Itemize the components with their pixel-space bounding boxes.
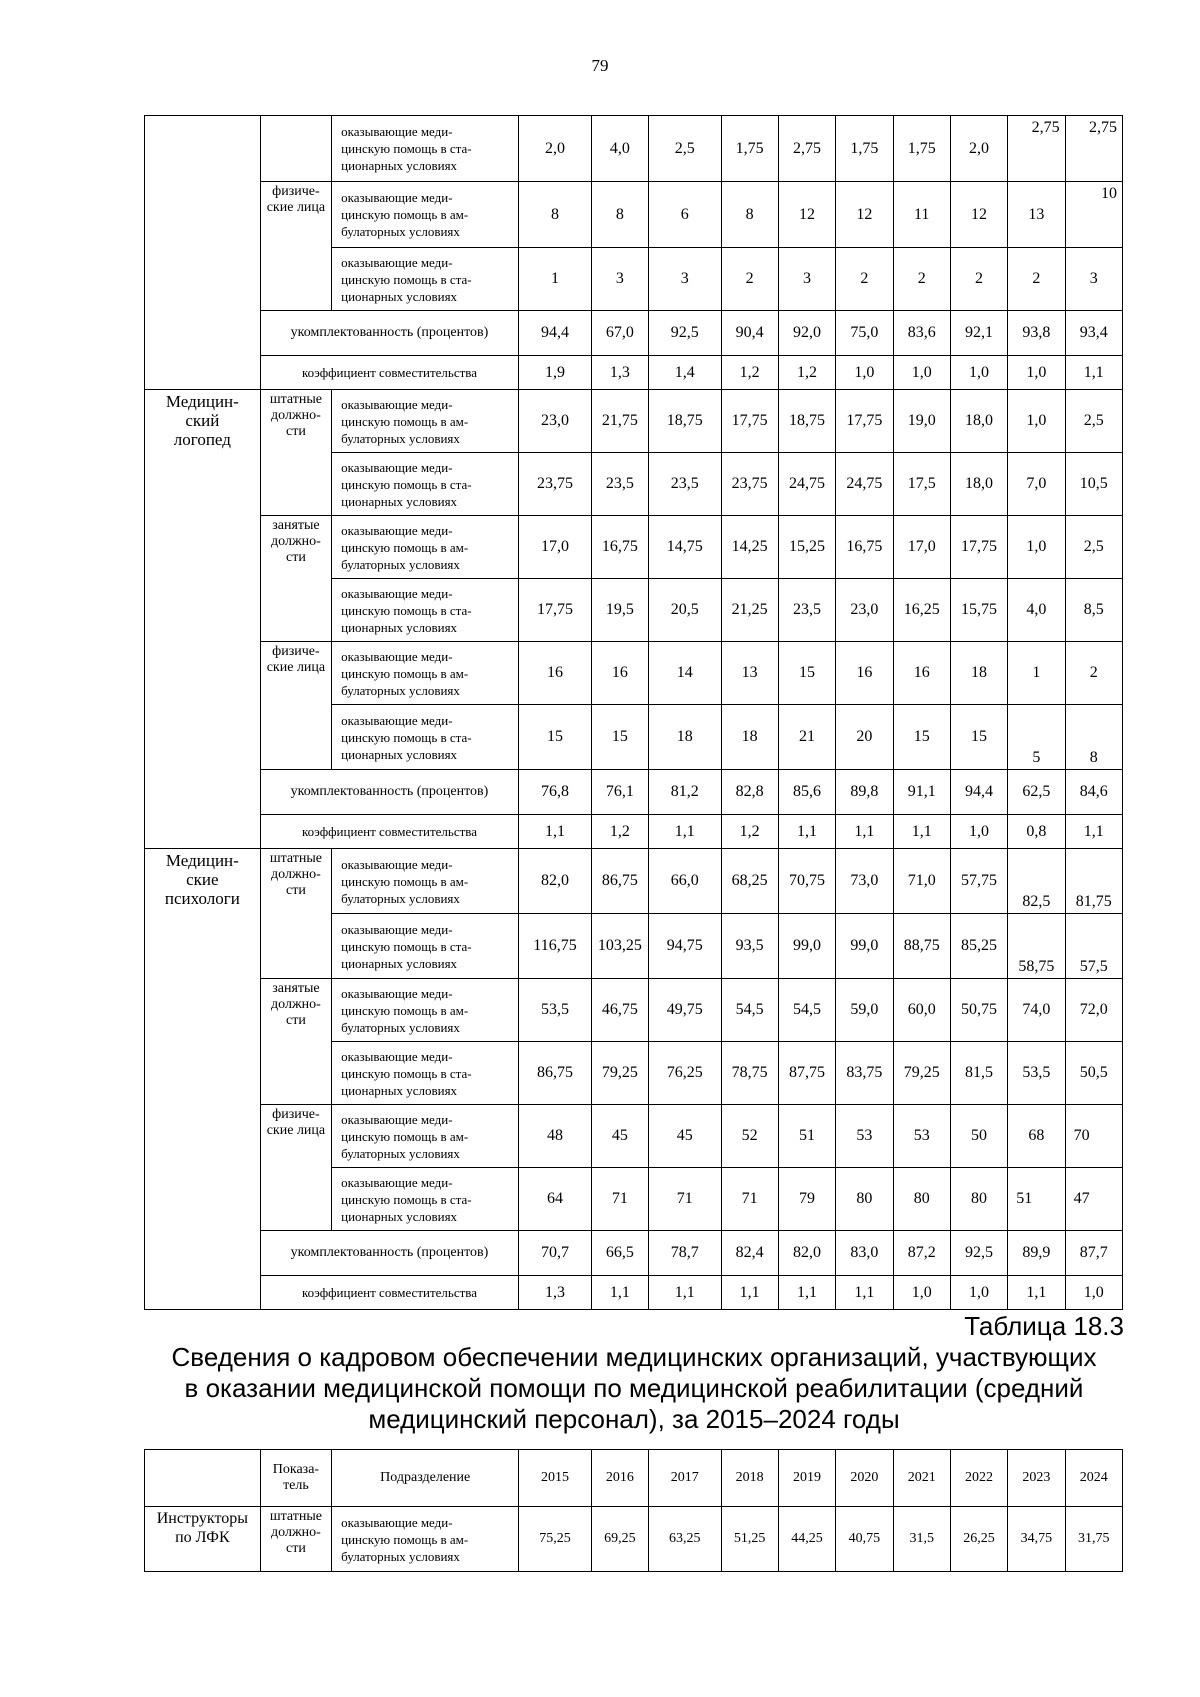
coefficient-value: 1,1 — [836, 815, 893, 849]
coefficient-value: 1,1 — [519, 815, 591, 849]
coefficient-value: 1,2 — [591, 815, 648, 849]
staffing-value: 81,2 — [649, 770, 721, 815]
value-cell: 2,5 — [1065, 390, 1122, 453]
value-cell: 1,75 — [893, 116, 950, 182]
value-cell: 17,0 — [519, 516, 591, 579]
value-cell: 5 — [1008, 705, 1065, 770]
value-cell: 45 — [591, 1105, 648, 1168]
table-18-3-caption — [144, 1311, 1124, 1435]
value-cell: 47 — [1065, 1168, 1122, 1231]
staffing-value: 85,6 — [778, 770, 835, 815]
value-cell: 54,5 — [778, 979, 835, 1042]
value-cell: 71 — [649, 1168, 721, 1231]
header-position — [145, 1450, 261, 1507]
value-cell: 58,75 — [1008, 914, 1065, 979]
value-cell: 66,0 — [649, 849, 721, 914]
value-cell: 40,75 — [836, 1507, 893, 1572]
value-cell: 63,25 — [649, 1507, 721, 1572]
value-cell: 12 — [836, 182, 893, 248]
value-cell: 2,0 — [519, 116, 591, 182]
value-cell: 70 — [1065, 1105, 1122, 1168]
value-cell: 20,5 — [649, 579, 721, 642]
indicator-cell: штатные должно- сти — [260, 849, 331, 979]
staffing-value: 82,0 — [778, 1231, 835, 1276]
staffing-value: 78,7 — [649, 1231, 721, 1276]
value-cell: 80 — [950, 1168, 1007, 1231]
value-cell: 71,0 — [893, 849, 950, 914]
coefficient-value: 1,1 — [1008, 1276, 1065, 1310]
division-cell: оказывающие меди- цинскую помощь в ам- булаторных условиях — [332, 642, 519, 705]
coefficient-value: 1,1 — [1065, 815, 1122, 849]
table-row — [145, 116, 1123, 182]
value-cell: 57,5 — [1065, 914, 1122, 979]
table-row — [145, 1105, 1123, 1168]
division-cell: оказывающие меди- цинскую помощь в ам- булаторных условиях — [332, 1105, 519, 1168]
value-cell: 16 — [519, 642, 591, 705]
value-cell: 51,25 — [721, 1507, 778, 1572]
value-cell: 60,0 — [893, 979, 950, 1042]
value-cell: 53 — [836, 1105, 893, 1168]
value-cell: 50,5 — [1065, 1042, 1122, 1105]
staffing-value: 94,4 — [519, 311, 591, 356]
value-cell: 15 — [591, 705, 648, 770]
value-cell: 16,75 — [836, 516, 893, 579]
value-cell: 54,5 — [721, 979, 778, 1042]
value-cell: 82,5 — [1008, 849, 1065, 914]
value-cell: 13 — [721, 642, 778, 705]
value-cell: 23,5 — [778, 579, 835, 642]
value-cell: 17,75 — [836, 390, 893, 453]
division-cell: оказывающие меди- цинскую помощь в ста- ционарных условиях — [332, 116, 519, 182]
staffing-value: 66,5 — [591, 1231, 648, 1276]
coefficient-value: 1,2 — [778, 356, 835, 390]
value-cell: 15 — [778, 642, 835, 705]
coefficient-row — [145, 356, 1123, 390]
value-cell: 1,75 — [836, 116, 893, 182]
staffing-row — [145, 311, 1123, 356]
value-cell: 21,75 — [591, 390, 648, 453]
value-cell: 19,0 — [893, 390, 950, 453]
value-cell: 18 — [721, 705, 778, 770]
division-cell: оказывающие меди- цинскую помощь в ам- булаторных условиях — [332, 182, 519, 248]
value-cell: 75,25 — [519, 1507, 591, 1572]
table-row — [145, 849, 1123, 914]
value-cell: 2 — [893, 248, 950, 311]
coefficient-value: 1,0 — [1008, 356, 1065, 390]
indicator-cell: занятые должно- сти — [260, 516, 331, 642]
coefficient-value: 1,0 — [1065, 1276, 1122, 1310]
coefficient-value: 0,8 — [1008, 815, 1065, 849]
division-cell: оказывающие меди- цинскую помощь в ам- булаторных условиях — [332, 849, 519, 914]
value-cell: 68 — [1008, 1105, 1065, 1168]
value-cell: 23,5 — [649, 453, 721, 516]
value-cell: 14,25 — [721, 516, 778, 579]
value-cell: 2,5 — [649, 116, 721, 182]
coefficient-row — [145, 1276, 1123, 1310]
coefficient-value: 1,1 — [778, 1276, 835, 1310]
value-cell: 99,0 — [778, 914, 835, 979]
value-cell: 85,25 — [950, 914, 1007, 979]
value-cell: 10,5 — [1065, 453, 1122, 516]
value-cell: 74,0 — [1008, 979, 1065, 1042]
value-cell: 16 — [836, 642, 893, 705]
value-cell: 23,5 — [591, 453, 648, 516]
value-cell: 24,75 — [836, 453, 893, 516]
value-cell: 93,5 — [721, 914, 778, 979]
indicator-cell: штатные должно- сти — [260, 390, 331, 516]
staffing-value: 87,2 — [893, 1231, 950, 1276]
value-cell: 79 — [778, 1168, 835, 1231]
value-cell: 2 — [836, 248, 893, 311]
value-cell: 13 — [1008, 182, 1065, 248]
staffing-value: 94,4 — [950, 770, 1007, 815]
value-cell: 2 — [1008, 248, 1065, 311]
indicator-cell: занятые должно- сти — [260, 979, 331, 1105]
value-cell: 15 — [893, 705, 950, 770]
value-cell: 17,0 — [893, 516, 950, 579]
value-cell: 6 — [649, 182, 721, 248]
division-cell: оказывающие меди- цинскую помощь в ста- ционарных условиях — [332, 914, 519, 979]
table-row — [145, 642, 1123, 705]
table-row — [145, 516, 1123, 579]
header-year: 2017 — [649, 1450, 721, 1507]
staffing-row — [145, 770, 1123, 815]
value-cell: 20 — [836, 705, 893, 770]
division-cell: оказывающие меди- цинскую помощь в ам- булаторных условиях — [332, 979, 519, 1042]
value-cell: 14 — [649, 642, 721, 705]
table-18-3 — [144, 1449, 1123, 1572]
value-cell: 53 — [893, 1105, 950, 1168]
value-cell: 21,25 — [721, 579, 778, 642]
position-cell — [145, 116, 261, 390]
value-cell: 31,5 — [893, 1507, 950, 1572]
value-cell: 103,25 — [591, 914, 648, 979]
staffing-value: 83,6 — [893, 311, 950, 356]
value-cell: 79,25 — [591, 1042, 648, 1105]
coefficient-value: 1,1 — [649, 815, 721, 849]
coefficient-value: 1,0 — [950, 1276, 1007, 1310]
header-year: 2018 — [721, 1450, 778, 1507]
indicator-cell: физиче- ские лица — [260, 642, 331, 770]
coefficient-value: 1,0 — [836, 356, 893, 390]
value-cell: 71 — [721, 1168, 778, 1231]
value-cell: 72,0 — [1065, 979, 1122, 1042]
value-cell: 59,0 — [836, 979, 893, 1042]
value-cell: 4,0 — [1008, 579, 1065, 642]
staffing-value: 92,1 — [950, 311, 1007, 356]
value-cell: 78,75 — [721, 1042, 778, 1105]
coefficient-value: 1,3 — [591, 356, 648, 390]
value-cell: 2 — [1065, 642, 1122, 705]
value-cell: 2,0 — [950, 116, 1007, 182]
staffing-row — [145, 1231, 1123, 1276]
header-year: 2021 — [893, 1450, 950, 1507]
coefficient-value: 1,9 — [519, 356, 591, 390]
indicator-cell — [260, 116, 331, 182]
division-cell: оказывающие меди- цинскую помощь в ста- ционарных условиях — [332, 248, 519, 311]
value-cell: 2,75 — [1008, 116, 1065, 182]
value-cell: 12 — [950, 182, 1007, 248]
coefficient-value: 1,1 — [721, 1276, 778, 1310]
value-cell: 88,75 — [893, 914, 950, 979]
coefficient-value: 1,0 — [893, 356, 950, 390]
staffing-value: 62,5 — [1008, 770, 1065, 815]
coefficient-value: 1,1 — [778, 815, 835, 849]
staffing-value: 76,8 — [519, 770, 591, 815]
value-cell: 82,0 — [519, 849, 591, 914]
value-cell: 3 — [649, 248, 721, 311]
value-cell: 1,0 — [1008, 390, 1065, 453]
position-cell: Медицин- ские психологи — [145, 849, 261, 1310]
value-cell: 87,75 — [778, 1042, 835, 1105]
value-cell: 45 — [649, 1105, 721, 1168]
value-cell: 1,0 — [1008, 516, 1065, 579]
value-cell: 76,25 — [649, 1042, 721, 1105]
division-cell: оказывающие меди- цинскую помощь в ста- ционарных условиях — [332, 453, 519, 516]
value-cell: 11 — [893, 182, 950, 248]
position-cell: Медицин- ский логопед — [145, 390, 261, 849]
staffing-table-continued — [144, 115, 1123, 1310]
header-indicator: Показа- тель — [260, 1450, 331, 1507]
value-cell: 17,75 — [950, 516, 1007, 579]
staffing-value: 90,4 — [721, 311, 778, 356]
coefficient-value: 1,0 — [893, 1276, 950, 1310]
table-row — [145, 979, 1123, 1042]
value-cell: 18,0 — [950, 390, 1007, 453]
coefficient-value: 1,1 — [893, 815, 950, 849]
value-cell: 80 — [893, 1168, 950, 1231]
value-cell: 2,75 — [778, 116, 835, 182]
coefficient-value: 1,1 — [591, 1276, 648, 1310]
value-cell: 8 — [1065, 705, 1122, 770]
value-cell: 12 — [778, 182, 835, 248]
table-row — [145, 1507, 1123, 1572]
value-cell: 16 — [893, 642, 950, 705]
value-cell: 86,75 — [591, 849, 648, 914]
coefficient-value: 1,4 — [649, 356, 721, 390]
value-cell: 18,75 — [649, 390, 721, 453]
value-cell: 24,75 — [778, 453, 835, 516]
value-cell: 23,0 — [519, 390, 591, 453]
staffing-value: 67,0 — [591, 311, 648, 356]
value-cell: 31,75 — [1065, 1507, 1122, 1572]
staffing-value: 75,0 — [836, 311, 893, 356]
division-cell: оказывающие меди- цинскую помощь в ам- булаторных условиях — [332, 1507, 519, 1572]
value-cell: 64 — [519, 1168, 591, 1231]
value-cell: 8 — [721, 182, 778, 248]
page-number: 79 — [591, 56, 609, 75]
value-cell: 26,25 — [950, 1507, 1007, 1572]
value-cell: 44,25 — [778, 1507, 835, 1572]
table-row — [145, 390, 1123, 453]
table-row — [145, 182, 1123, 248]
table-title: Сведения о кадровом обеспечении медицинских организаций, участвующих в оказании медицинской помощи по медицинской реабилитации (средний медицинский персонал), за 2015–2024 годы — [171, 1342, 1097, 1434]
value-cell: 3 — [591, 248, 648, 311]
staffing-value: 87,7 — [1065, 1231, 1122, 1276]
coefficient-value: 1,3 — [519, 1276, 591, 1310]
value-cell: 17,75 — [519, 579, 591, 642]
header-year: 2016 — [591, 1450, 648, 1507]
value-cell: 71 — [591, 1168, 648, 1231]
value-cell: 53,5 — [1008, 1042, 1065, 1105]
value-cell: 7,0 — [1008, 453, 1065, 516]
value-cell: 48 — [519, 1105, 591, 1168]
table-header-row — [145, 1450, 1123, 1507]
staffing-value: 93,8 — [1008, 311, 1065, 356]
staffing-label: укомплектованность (процентов) — [260, 1231, 519, 1276]
value-cell: 18,0 — [950, 453, 1007, 516]
value-cell: 8 — [591, 182, 648, 248]
division-cell: оказывающие меди- цинскую помощь в ста- ционарных условиях — [332, 1042, 519, 1105]
value-cell: 86,75 — [519, 1042, 591, 1105]
coefficient-value: 1,0 — [950, 815, 1007, 849]
staffing-label: укомплектованность (процентов) — [260, 770, 519, 815]
value-cell: 18,75 — [778, 390, 835, 453]
value-cell: 46,75 — [591, 979, 648, 1042]
value-cell: 116,75 — [519, 914, 591, 979]
value-cell: 18 — [649, 705, 721, 770]
value-cell: 8,5 — [1065, 579, 1122, 642]
value-cell: 51 — [1008, 1168, 1065, 1231]
value-cell: 94,75 — [649, 914, 721, 979]
value-cell: 19,5 — [591, 579, 648, 642]
staffing-value: 93,4 — [1065, 311, 1122, 356]
value-cell: 80 — [836, 1168, 893, 1231]
header-division: Подразделение — [332, 1450, 519, 1507]
value-cell: 1 — [1008, 642, 1065, 705]
value-cell: 1,75 — [721, 116, 778, 182]
header-year: 2020 — [836, 1450, 893, 1507]
staffing-value: 91,1 — [893, 770, 950, 815]
division-cell: оказывающие меди- цинскую помощь в ам- булаторных условиях — [332, 516, 519, 579]
staffing-value: 83,0 — [836, 1231, 893, 1276]
value-cell: 18 — [950, 642, 1007, 705]
value-cell: 16 — [591, 642, 648, 705]
coefficient-row — [145, 815, 1123, 849]
value-cell: 99,0 — [836, 914, 893, 979]
division-cell: оказывающие меди- цинскую помощь в ста- ционарных условиях — [332, 1168, 519, 1231]
value-cell: 81,75 — [1065, 849, 1122, 914]
header-year: 2019 — [778, 1450, 835, 1507]
staffing-value: 84,6 — [1065, 770, 1122, 815]
value-cell: 16,75 — [591, 516, 648, 579]
staffing-value: 82,8 — [721, 770, 778, 815]
staffing-value: 89,9 — [1008, 1231, 1065, 1276]
value-cell: 14,75 — [649, 516, 721, 579]
value-cell: 50 — [950, 1105, 1007, 1168]
staffing-value: 70,7 — [519, 1231, 591, 1276]
value-cell: 2,75 — [1065, 116, 1122, 182]
header-year: 2022 — [950, 1450, 1007, 1507]
division-cell: оказывающие меди- цинскую помощь в ста- ционарных условиях — [332, 579, 519, 642]
division-cell: оказывающие меди- цинскую помощь в ста- ционарных условиях — [332, 705, 519, 770]
value-cell: 17,75 — [721, 390, 778, 453]
value-cell: 15 — [519, 705, 591, 770]
staffing-label: укомплектованность (процентов) — [260, 311, 519, 356]
value-cell: 79,25 — [893, 1042, 950, 1105]
value-cell: 21 — [778, 705, 835, 770]
staffing-value: 76,1 — [591, 770, 648, 815]
coefficient-value: 1,2 — [721, 356, 778, 390]
value-cell: 15 — [950, 705, 1007, 770]
value-cell: 53,5 — [519, 979, 591, 1042]
value-cell: 17,5 — [893, 453, 950, 516]
value-cell: 3 — [1065, 248, 1122, 311]
coefficient-value: 1,0 — [950, 356, 1007, 390]
value-cell: 10 — [1065, 182, 1122, 248]
division-cell: оказывающие меди- цинскую помощь в ам- булаторных условиях — [332, 390, 519, 453]
staffing-value: 92,5 — [649, 311, 721, 356]
value-cell: 70,75 — [778, 849, 835, 914]
coefficient-value: 1,2 — [721, 815, 778, 849]
coefficient-label: коэффициент совместительства — [260, 1276, 519, 1310]
value-cell: 50,75 — [950, 979, 1007, 1042]
value-cell: 83,75 — [836, 1042, 893, 1105]
header-year: 2023 — [1008, 1450, 1065, 1507]
coefficient-value: 1,1 — [649, 1276, 721, 1310]
value-cell: 2,5 — [1065, 516, 1122, 579]
table-number: Таблица 18.3 — [964, 1311, 1124, 1341]
value-cell: 73,0 — [836, 849, 893, 914]
value-cell: 52 — [721, 1105, 778, 1168]
value-cell: 34,75 — [1008, 1507, 1065, 1572]
coefficient-label: коэффициент совместительства — [260, 356, 519, 390]
value-cell: 1 — [519, 248, 591, 311]
coefficient-label: коэффициент совместительства — [260, 815, 519, 849]
value-cell: 23,0 — [836, 579, 893, 642]
value-cell: 15,75 — [950, 579, 1007, 642]
value-cell: 2 — [721, 248, 778, 311]
staffing-value: 92,0 — [778, 311, 835, 356]
value-cell: 51 — [778, 1105, 835, 1168]
indicator-cell: штатные должно- сти — [260, 1507, 331, 1572]
staffing-value: 82,4 — [721, 1231, 778, 1276]
indicator-cell: физиче- ские лица — [260, 1105, 331, 1231]
value-cell: 3 — [778, 248, 835, 311]
value-cell: 4,0 — [591, 116, 648, 182]
value-cell: 81,5 — [950, 1042, 1007, 1105]
value-cell: 16,25 — [893, 579, 950, 642]
value-cell: 68,25 — [721, 849, 778, 914]
position-cell: Инструкторы по ЛФК — [145, 1507, 261, 1572]
staffing-value: 92,5 — [950, 1231, 1007, 1276]
header-year: 2015 — [519, 1450, 591, 1507]
value-cell: 69,25 — [591, 1507, 648, 1572]
coefficient-value: 1,1 — [1065, 356, 1122, 390]
value-cell: 49,75 — [649, 979, 721, 1042]
coefficient-value: 1,1 — [836, 1276, 893, 1310]
value-cell: 57,75 — [950, 849, 1007, 914]
indicator-cell: физиче- ские лица — [260, 182, 331, 311]
staffing-value: 89,8 — [836, 770, 893, 815]
value-cell: 23,75 — [519, 453, 591, 516]
header-year: 2024 — [1065, 1450, 1122, 1507]
value-cell: 8 — [519, 182, 591, 248]
value-cell: 2 — [950, 248, 1007, 311]
value-cell: 15,25 — [778, 516, 835, 579]
value-cell: 23,75 — [721, 453, 778, 516]
